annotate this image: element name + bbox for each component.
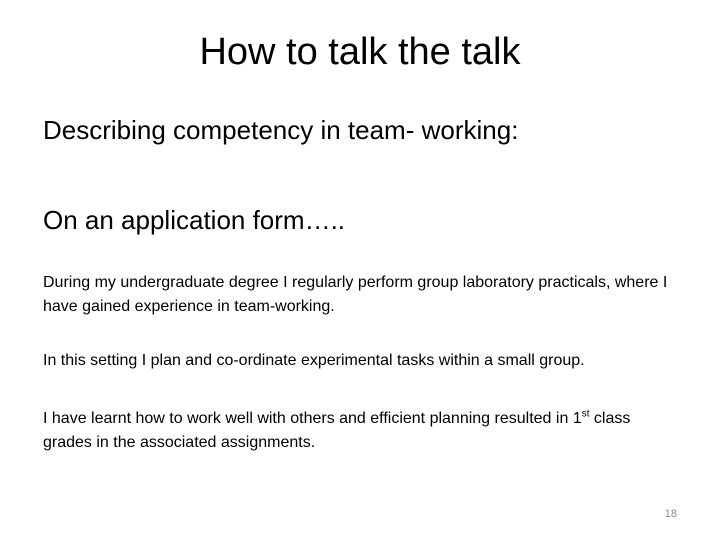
page-number: 18 <box>664 508 677 520</box>
ordinal-superscript: st <box>581 408 590 420</box>
paragraph-outcome-end: class grades in the associated assignments. <box>43 410 631 451</box>
subheading-application-form: On an application form….. <box>43 205 346 235</box>
paragraph-experience: During my undergraduate degree I regularly perform group laboratory practicals, where I have gained experience in team-working. <box>43 274 668 315</box>
paragraph-outcome-start: I have learnt how to work well with others and efficient planning resulted in 1 <box>43 410 582 427</box>
slide-title: How to talk the talk <box>199 31 521 73</box>
paragraph-outcome <box>43 407 683 455</box>
subheading-team-working: Describing competency in team- working: <box>43 115 519 145</box>
paragraph-setting: In this setting I plan and co-ordinate experimental tasks within a small group. <box>43 352 585 369</box>
